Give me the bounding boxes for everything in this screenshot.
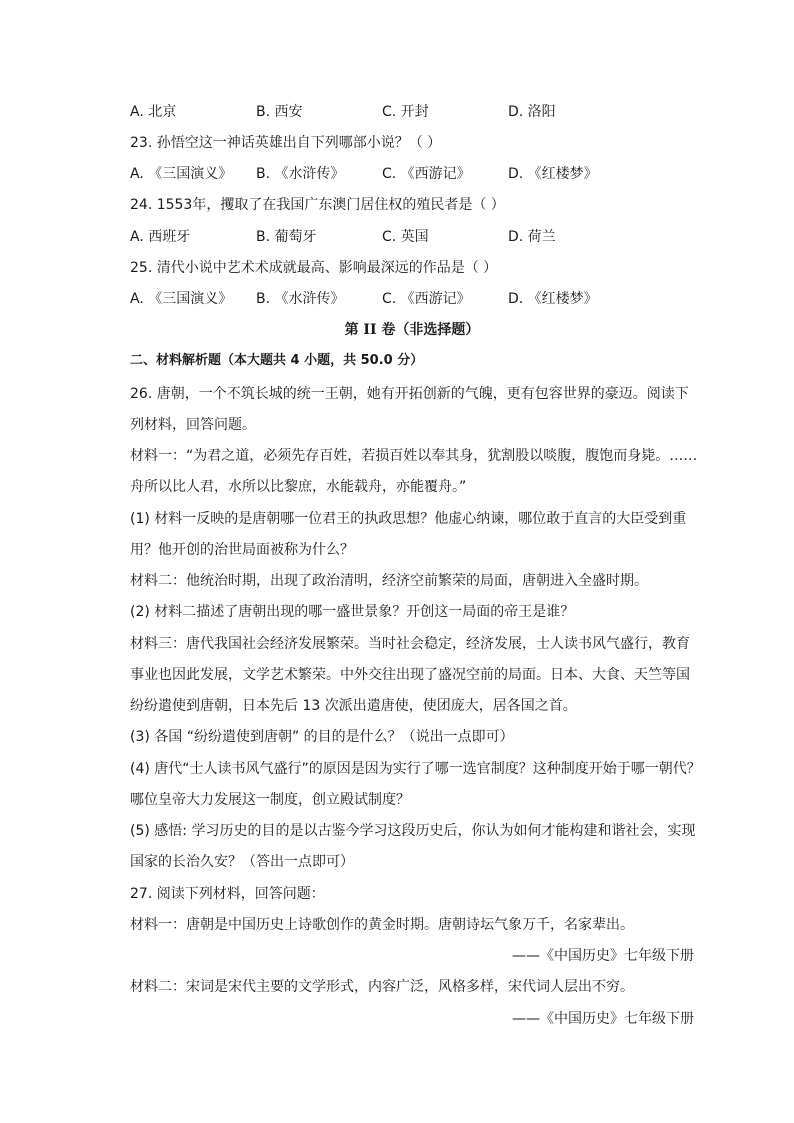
q26-material1-line: 舟所以比人君，水所以比黎庶，水能载舟，亦能覆舟。” xyxy=(130,479,467,495)
q23-option-b: B. 《水浒传》 xyxy=(256,166,345,182)
q26-material3-line: 事业也因此发展，文学艺术繁荣。中外交往出现了盛况空前的局面。日本、大食、天竺等国 xyxy=(130,667,690,683)
q25-options xyxy=(130,289,694,309)
q27-material1: 材料一：唐朝是中国历史上诗歌创作的黄金时期。唐朝诗坛气象万千，名家辈出。 xyxy=(130,917,634,933)
q23-options xyxy=(130,164,694,184)
q26-subquestion-5: 国家的长治久安？（答出一点即可） xyxy=(130,854,354,870)
q24-option-d: D. 荷兰 xyxy=(508,229,556,245)
q26-line: 26. 唐朝，一个不筑长城的统一王朝，她有开拓创新的气魄，更有包容世界的豪迈。阅读下 xyxy=(130,386,689,402)
q24-options xyxy=(130,227,694,247)
q26-subquestion-3: (3) 各国 “纷纷遣使到唐朝” 的目的是什么？（说出一点即可） xyxy=(130,729,514,745)
q23-option-a: A. 《三国演义》 xyxy=(130,166,233,182)
part2-title: 第 II 卷（非选择题） xyxy=(344,322,480,338)
q27-stem: 27. 阅读下列材料，回答问题： xyxy=(130,886,325,902)
q22-option-a: A. 北京 xyxy=(130,104,177,120)
q26-subquestion-4: 哪位皇帝大力发展这一制度，创立殿试制度？ xyxy=(130,792,410,808)
q26-line: 列材料，回答问题。 xyxy=(130,417,256,433)
q25-option-c: C. 《西游记》 xyxy=(382,291,471,307)
q22-option-c: C. 开封 xyxy=(382,104,429,120)
q24-stem: 24. 1553年，攫取了在我国广东澳门居住权的殖民者是（ ） xyxy=(130,197,505,213)
q22-option-b: B. 西安 xyxy=(256,104,303,120)
q23-option-c: C. 《西游记》 xyxy=(382,166,471,182)
q25-stem: 25. 清代小说中艺术术成就最高、影响最深远的作品是（ ） xyxy=(130,260,498,276)
q26-subquestion-4: (4) 唐代“士人读书风气盛行”的原因是因为实行了哪一选官制度？这种制度开始于哪一朝代？ xyxy=(130,761,701,777)
q26-subquestion-1: 用？他开创的治世局面被称为什么？ xyxy=(130,542,354,558)
q27-material2: 材料二：宋词是宋代主要的文学形式，内容广泛，风格多样，宋代词人层出不穷。 xyxy=(130,979,634,995)
q23-option-d: D. 《红楼梦》 xyxy=(508,166,598,182)
q26-material3-line: 材料三：唐代我国社会经济发展繁荣。当时社会稳定，经济发展，士人读书风气盛行，教育 xyxy=(130,636,690,652)
q26-material1-line: 材料一：“为君之道，必须先存百姓，若损百姓以奉其身，犹割股以啖腹，腹饱而身毙。…… xyxy=(130,448,698,464)
q26-subquestion-5: (5) 感悟: 学习历史的目的是以古鉴今学习这段历史后，你认为如何才能构建和谐社会，实现 xyxy=(130,823,696,839)
q25-option-b: B. 《水浒传》 xyxy=(256,291,345,307)
q26-subquestion-2: (2) 材料二描述了唐朝出现的哪一盛世景象？开创这一局面的帝王是谁？ xyxy=(130,604,575,620)
q27-source-1: ——《中国历史》七年级下册 xyxy=(512,948,694,964)
q26-subquestion-1: (1) 材料一反映的是唐朝哪一位君王的执政思想？他虚心纳谏，哪位敢于直言的大臣受到重 xyxy=(130,511,687,527)
q25-option-a: A. 《三国演义》 xyxy=(130,291,233,307)
q23-stem: 23. 孙悟空这一神话英雄出自下列哪部小说？（ ） xyxy=(130,135,442,151)
q25-option-d: D. 《红楼梦》 xyxy=(508,291,598,307)
q22-options xyxy=(130,102,694,122)
q24-option-a: A. 西班牙 xyxy=(130,229,191,245)
q22-option-d: D. 洛阳 xyxy=(508,104,556,120)
section2-heading: 二、材料解析题（本大题共 4 小题，共 50.0 分） xyxy=(130,353,424,368)
q24-option-b: B. 葡萄牙 xyxy=(256,229,317,245)
q26-material3-line: 纷纷遣使到唐朝，日本先后 13 次派出遣唐使，使团庞大，居各国之首。 xyxy=(130,698,577,714)
q24-option-c: C. 英国 xyxy=(382,229,429,245)
q27-source-2: ——《中国历史》七年级下册 xyxy=(512,1011,694,1027)
q26-material2: 材料二：他统治时期，出现了政治清明，经济空前繁荣的局面，唐朝进入全盛时期。 xyxy=(130,573,648,589)
